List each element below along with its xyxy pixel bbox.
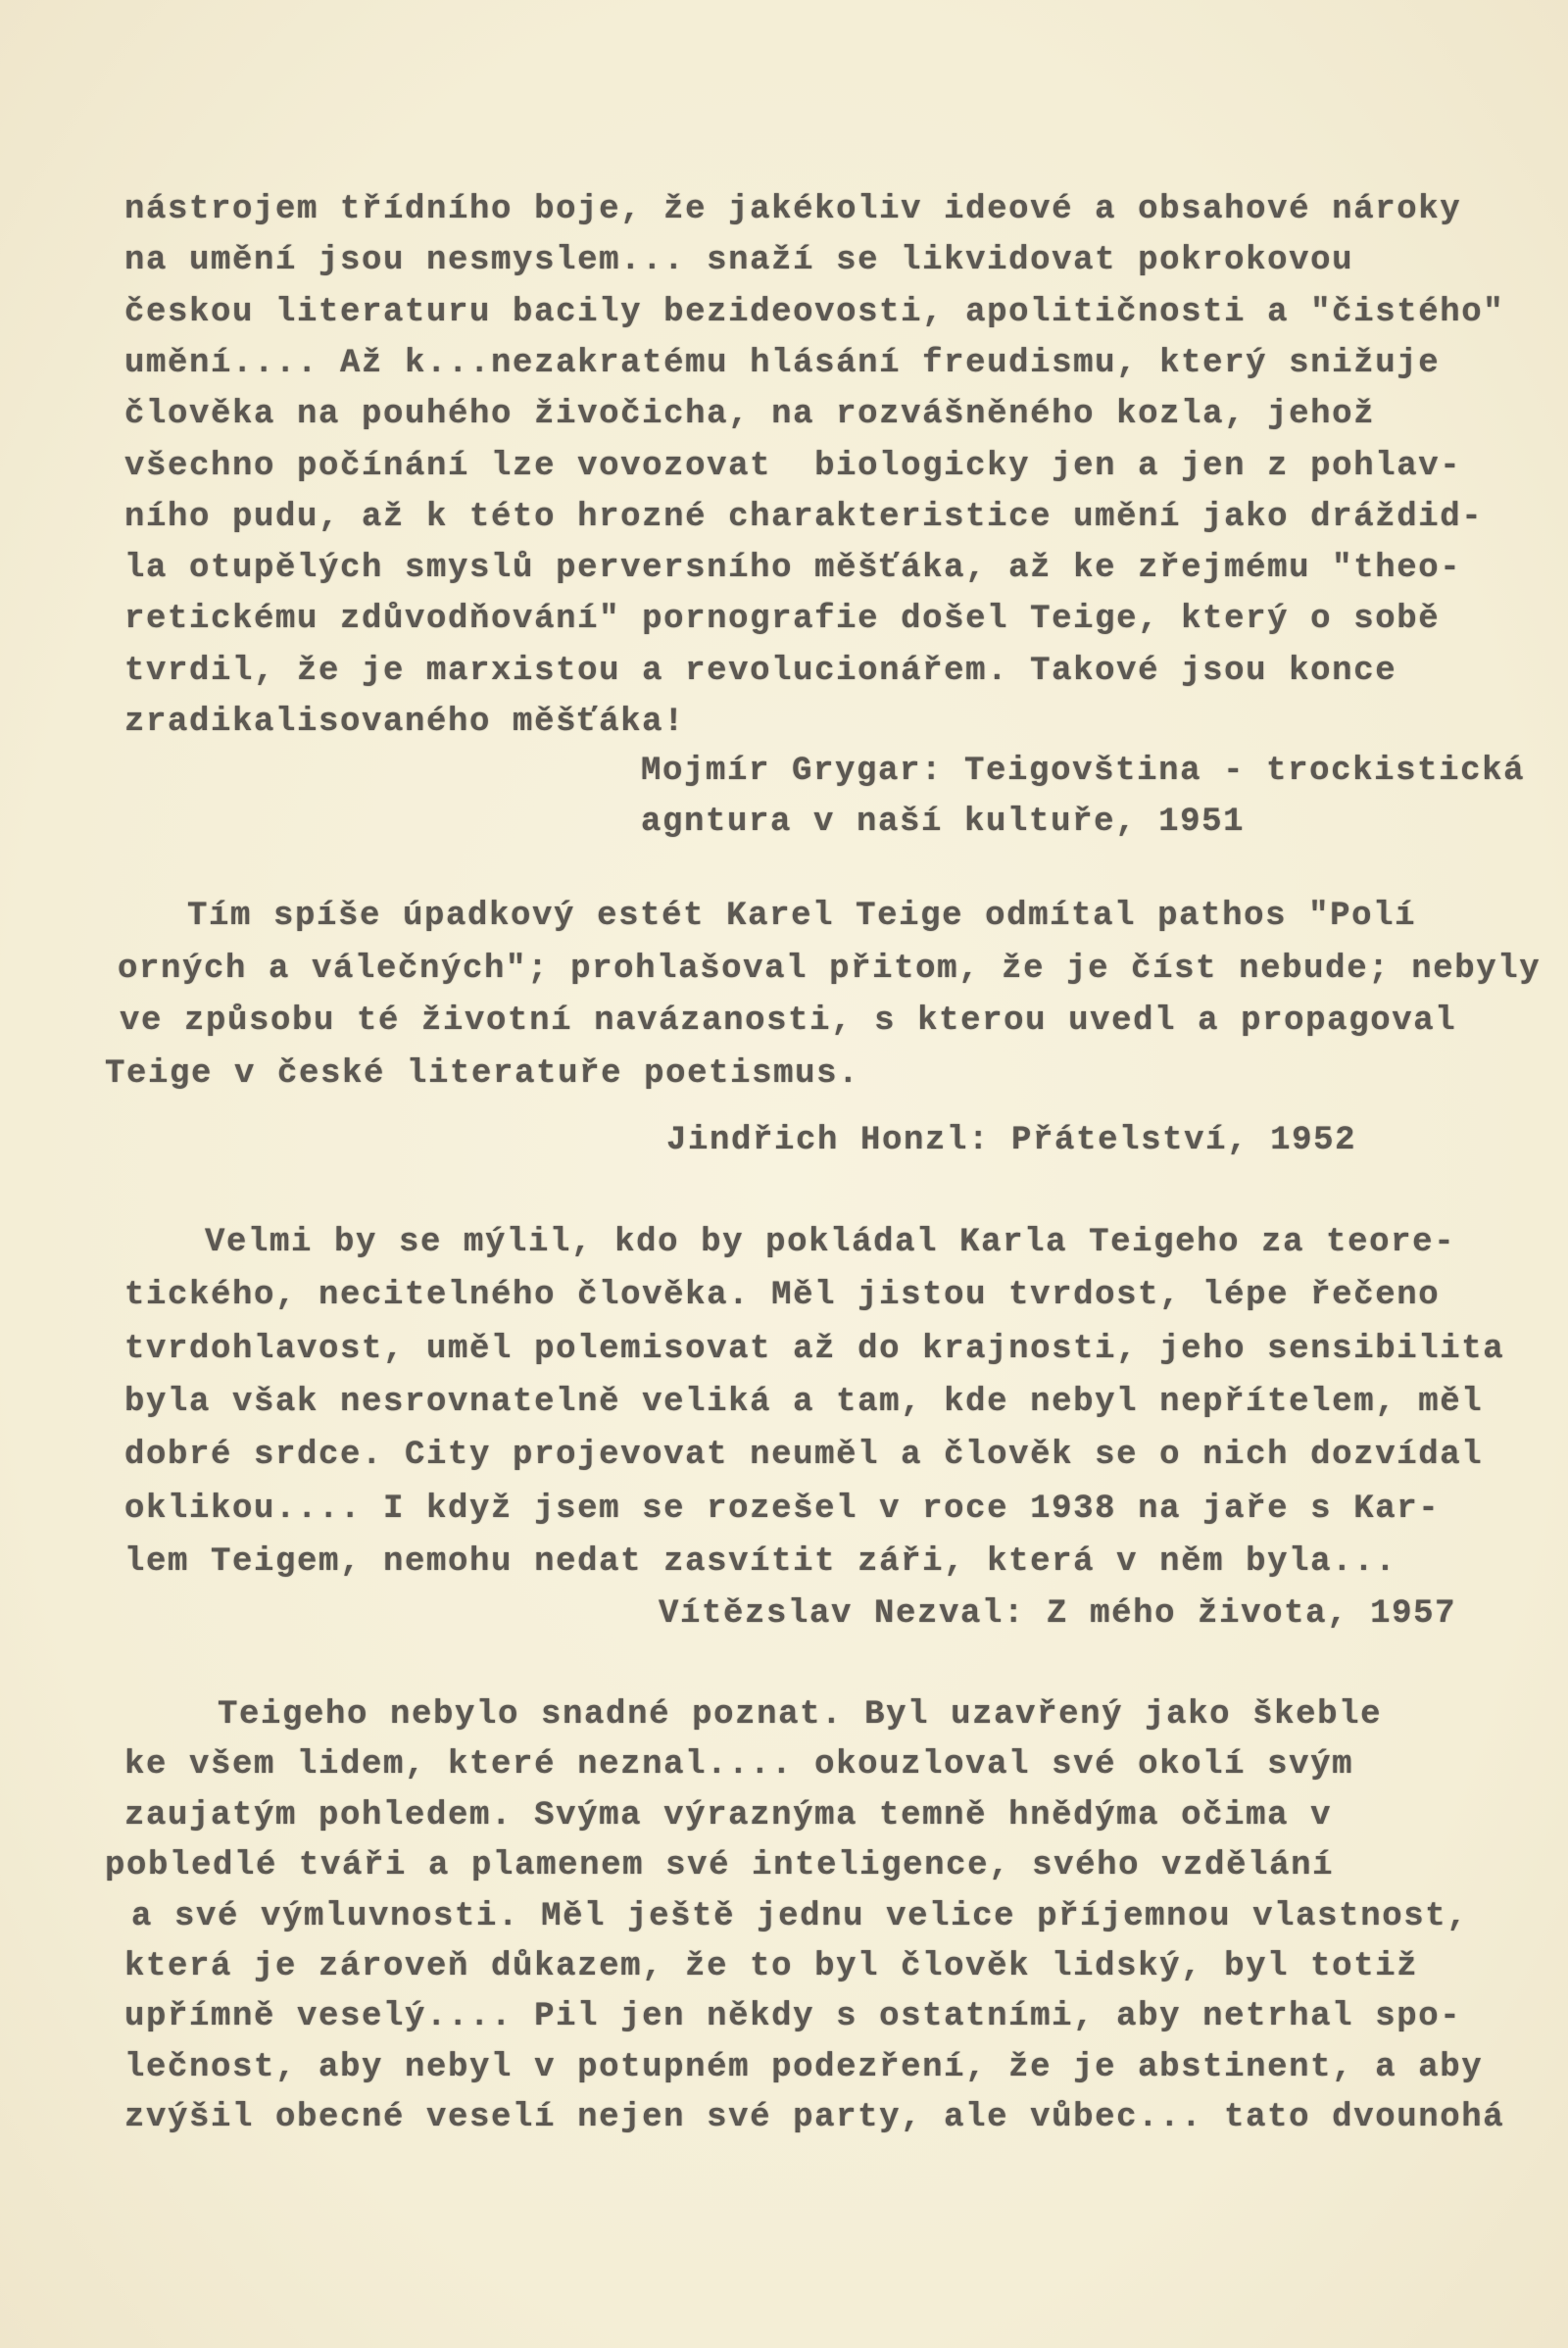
text-line: byla však nesrovnatelně veliká a tam, kde nebyl nepřítelem, měl <box>124 1383 1484 1421</box>
text-line: la otupělých smyslů perversního měšťáka, až ke zřejmému "theo- <box>124 550 1462 588</box>
text-line: Jindřich Honzl: Přátelství, 1952 <box>666 1122 1357 1159</box>
text-line: která je zároveň důkazem, že to byl člověk lidský, byl totiž <box>124 1948 1419 1985</box>
text-line: upřímně veselý.... Pil jen někdy s ostatními, aby netrhal spo- <box>124 1998 1462 2036</box>
text-line: tvrdohlavost, uměl polemisovat až do krajnosti, jeho sensibilita <box>124 1330 1505 1368</box>
text-line: lem Teigem, nemohu nedat zasvítit záři, která v něm byla... <box>124 1542 1397 1581</box>
text-line: zradikalisovaného měšťáka! <box>124 704 686 741</box>
text-line: všechno počínání lze vovozovat biologicky jen a jen z pohlav- <box>124 447 1462 485</box>
text-line: nástrojem třídního boje, že jakékoliv ideové a obsahové nároky <box>124 191 1462 228</box>
text-line: a své výmluvnosti. Měl ještě jednu velice příjemnou vlastnost, <box>131 1897 1469 1935</box>
text-line: Tím spíše úpadkový estét Karel Teige odmítal pathos "Polí <box>187 898 1417 935</box>
text-line: zvýšil obecné veselí nejen své party, ale vůbec... tato dvounohá <box>124 2099 1505 2137</box>
text-line: českou literaturu bacily bezideovosti, apolitičnosti a "čistého" <box>124 293 1505 331</box>
text-line: Teige v české literatuře poetismus. <box>105 1054 860 1093</box>
text-line: retickému zdůvodňování" pornografie došel Teige, který o sobě <box>124 601 1441 639</box>
text-line: na umění jsou nesmyslem... snaží se likvidovat pokrokovou <box>124 242 1354 280</box>
text-line: lečnost, aby nebyl v potupném podezření, že je abstinent, a aby <box>124 2048 1484 2086</box>
text-line: Vítězslav Nezval: Z mého života, 1957 <box>659 1595 1457 1633</box>
text-line: agntura v naší kultuře, 1951 <box>641 804 1246 841</box>
text-line: pobledlé tváři a plamenem své inteligence, svého vzdělání <box>105 1847 1335 1885</box>
text-line: oklikou.... I když jsem se rozešel v roce 1938 na jaře s Kar- <box>124 1490 1441 1528</box>
text-line: orných a válečných"; prohlašoval přitom, že je číst nebude; nebyly <box>118 950 1542 988</box>
text-line: tického, necitelného člověka. Měl jistou tvrdost, lépe řečeno <box>124 1277 1441 1315</box>
text-line: zaujatým pohledem. Svýma výraznýma temně hnědýma očima v <box>124 1796 1333 1834</box>
text-line: Teigeho nebylo snadné poznat. Byl uzavřený jako škeble <box>218 1696 1383 1734</box>
text-line: dobré srdce. City projevovat neuměl a člověk se o nich dozvídal <box>124 1437 1484 1475</box>
text-line: tvrdil, že je marxistou a revolucionářem. Takové jsou konce <box>124 652 1397 690</box>
text-line: člověka na pouhého živočicha, na rozvášněného kozla, jehož <box>124 396 1376 434</box>
text-line: ke všem lidem, které neznal.... okouzloval své okolí svým <box>124 1746 1354 1785</box>
text-line: Velmi by se mýlil, kdo by pokládal Karla Teigeho za teore- <box>205 1224 1456 1261</box>
text-line: ního pudu, až k této hrozné charakteristice umění jako dráždid- <box>124 498 1484 536</box>
text-line: umění.... Až k...nezakratému hlásání freudismu, který snižuje <box>124 344 1441 382</box>
text-line: Mojmír Grygar: Teigovština - trockistická <box>641 753 1526 790</box>
text-line: ve způsobu té životní navázanosti, s kterou uvedl a propagoval <box>120 1003 1457 1040</box>
